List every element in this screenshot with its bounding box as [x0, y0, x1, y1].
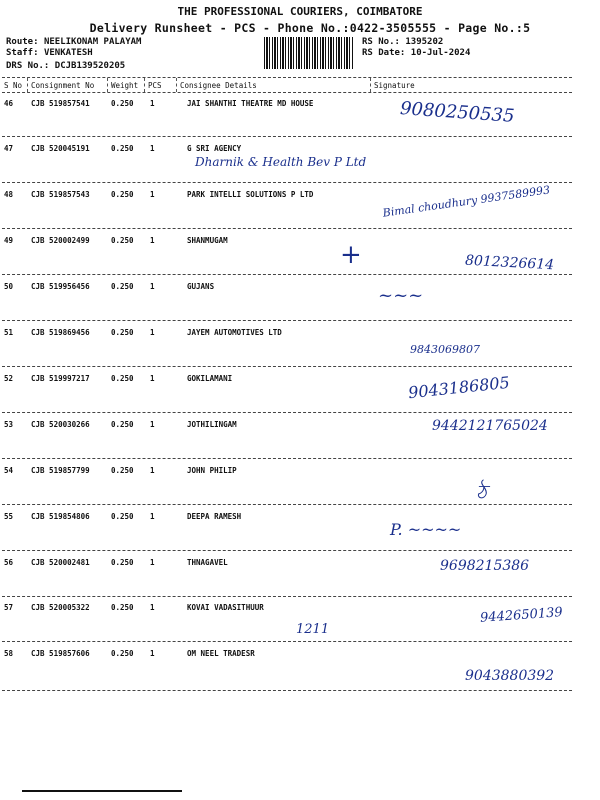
- row-consignee: SHANMUGAM: [187, 236, 228, 245]
- row-consignee: JAI SHANTHI THEATRE MD HOUSE: [187, 99, 314, 108]
- row-weight: 0.250: [111, 282, 134, 291]
- row-divider: [2, 228, 572, 229]
- row-sno: 47: [4, 144, 14, 153]
- header-rule-bottom: [2, 92, 572, 93]
- row-weight: 0.250: [111, 466, 134, 475]
- row-sno: 58: [4, 649, 14, 658]
- row-consignment: CJB 519869456: [31, 328, 90, 337]
- footer-rule: [22, 790, 182, 792]
- col-header-pcs: PCS: [148, 81, 162, 90]
- row-pcs: 1: [150, 649, 155, 658]
- row-divider: [2, 504, 572, 505]
- col-header-sno: S No: [4, 81, 23, 90]
- row-signature: 8012326614: [464, 252, 555, 274]
- row-pcs: 1: [150, 603, 155, 612]
- row-signature: 9043186805: [407, 372, 511, 403]
- row-sno: 51: [4, 328, 14, 337]
- row-signature: Bimal choudhury 9937589993: [381, 183, 551, 220]
- header-rule-top: [2, 77, 572, 78]
- rs-date-label: RS Date:: [362, 48, 406, 58]
- row-divider: [2, 458, 572, 459]
- company-title: THE PROFESSIONAL COURIERS, COIMBATORE: [177, 5, 423, 18]
- rs-no-label: RS No.:: [362, 37, 400, 47]
- row-weight: 0.250: [111, 190, 134, 199]
- col-header-consignment: Consignment No: [31, 81, 95, 90]
- row-pcs: 1: [150, 512, 155, 521]
- col-divider: [144, 78, 145, 92]
- row-divider: [2, 366, 572, 367]
- row-weight: 0.250: [111, 512, 134, 521]
- row-consignment: CJB 520002481: [31, 558, 90, 567]
- route-value: NEELIKONAM PALAYAM: [43, 37, 142, 47]
- row-pcs: 1: [150, 144, 155, 153]
- runsheet-subtitle: Delivery Runsheet - PCS - Phone No.:0422-3505555 - Page No.:5: [89, 21, 531, 35]
- row-consignment: CJB 520005322: [31, 603, 90, 612]
- row-consignee: THNAGAVEL: [187, 558, 228, 567]
- col-header-weight: Weight: [111, 81, 139, 90]
- row-signature: 9043880392: [465, 668, 555, 684]
- row-consignee: PARK INTELLI SOLUTIONS P LTD: [187, 190, 314, 199]
- row-consignment: CJB 519857541: [31, 99, 90, 108]
- row-weight: 0.250: [111, 328, 134, 337]
- row-consignment: CJB 520045191: [31, 144, 90, 153]
- signature-scribble: ~~~: [378, 285, 424, 306]
- cross-mark: +: [340, 240, 362, 270]
- drs-value: DCJB139520205: [54, 61, 126, 71]
- row-weight: 0.250: [111, 649, 134, 658]
- row-signature: 9442121765024: [432, 418, 548, 434]
- row-sno: 56: [4, 558, 14, 567]
- row-sno: 54: [4, 466, 14, 475]
- rs-no-value: 1395202: [405, 37, 444, 47]
- row-consignment: CJB 519997217: [31, 374, 90, 383]
- row-consignment: CJB 519857543: [31, 190, 90, 199]
- row-weight: 0.250: [111, 99, 134, 108]
- col-header-consignee: Consignee Details: [180, 81, 257, 90]
- row-divider: [2, 550, 572, 551]
- row-pcs: 1: [150, 328, 155, 337]
- row-signature: 9843069807: [410, 343, 480, 356]
- row-sno: 50: [4, 282, 14, 291]
- row-consignment: CJB 519854806: [31, 512, 90, 521]
- row-signature: 9080250535: [399, 98, 516, 127]
- row-consignee: JOHN PHILIP: [187, 466, 237, 475]
- row-consignment: CJB 519857606: [31, 649, 90, 658]
- row-sno: 49: [4, 236, 14, 245]
- row-sno: 48: [4, 190, 14, 199]
- row-consignee: GUJANS: [187, 282, 215, 291]
- row-weight: 0.250: [111, 603, 134, 612]
- rs-no-line: [362, 37, 443, 47]
- row-divider: [2, 412, 572, 413]
- route-label: Route:: [6, 37, 39, 47]
- row-pcs: 1: [150, 190, 155, 199]
- col-divider: [370, 78, 371, 92]
- row-sno: 53: [4, 420, 14, 429]
- row-weight: 0.250: [111, 144, 134, 153]
- row-consignee: JAYEM AUTOMOTIVES LTD: [187, 328, 282, 337]
- row-weight: 0.250: [111, 558, 134, 567]
- row-weight: 0.250: [111, 236, 134, 245]
- row-pcs: 1: [150, 420, 155, 429]
- row-signature: 9698215386: [440, 558, 530, 574]
- row-divider: [2, 690, 572, 691]
- drs-line: [6, 61, 125, 71]
- row-pcs: 1: [150, 282, 155, 291]
- row-divider: [2, 274, 572, 275]
- row-sno: 46: [4, 99, 14, 108]
- row-pcs: 1: [150, 236, 155, 245]
- col-divider: [107, 78, 108, 92]
- row-divider: [2, 136, 572, 137]
- rs-date-value: 10-Jul-2024: [410, 48, 471, 58]
- row-pcs: 1: [150, 466, 155, 475]
- signature-scribble: P. ~~~~: [390, 520, 462, 539]
- staff-line: [6, 48, 93, 58]
- row-note: 1211: [296, 622, 330, 637]
- row-consignee: KOVAI VADASITHUUR: [187, 603, 264, 612]
- row-consignee: DEEPA RAMESH: [187, 512, 242, 521]
- row-signature: 9442650139: [479, 605, 564, 626]
- row-sno: 52: [4, 374, 14, 383]
- col-divider: [27, 78, 28, 92]
- row-divider: [2, 182, 572, 183]
- rs-date-line: [362, 48, 470, 58]
- staff-label: Staff:: [6, 48, 39, 58]
- row-divider: [2, 641, 572, 642]
- row-pcs: 1: [150, 374, 155, 383]
- row-pcs: 1: [150, 558, 155, 567]
- row-consignment: CJB 520030266: [31, 420, 90, 429]
- row-consignment: CJB 519857799: [31, 466, 90, 475]
- row-sno: 57: [4, 603, 14, 612]
- signature-scribble: ঠ: [476, 480, 487, 504]
- row-note: Dharnik & Health Bev P Ltd: [195, 155, 367, 169]
- row-pcs: 1: [150, 99, 155, 108]
- row-consignee: G SRI AGENCY: [187, 144, 242, 153]
- row-consignment: CJB 519956456: [31, 282, 90, 291]
- row-divider: [2, 596, 572, 597]
- staff-value: VENKATESH: [43, 48, 93, 58]
- row-divider: [2, 320, 572, 321]
- row-weight: 0.250: [111, 374, 134, 383]
- drs-label: DRS No.:: [6, 61, 50, 71]
- row-weight: 0.250: [111, 420, 134, 429]
- row-consignment: CJB 520002499: [31, 236, 90, 245]
- row-consignee: OM NEEL TRADESR: [187, 649, 255, 658]
- row-consignee: GOKILAMANI: [187, 374, 233, 383]
- row-consignee: JOTHILINGAM: [187, 420, 237, 429]
- route-line: [6, 37, 141, 47]
- barcode: [264, 37, 354, 69]
- col-divider: [176, 78, 177, 92]
- row-sno: 55: [4, 512, 14, 521]
- col-header-signature: Signature: [374, 81, 415, 90]
